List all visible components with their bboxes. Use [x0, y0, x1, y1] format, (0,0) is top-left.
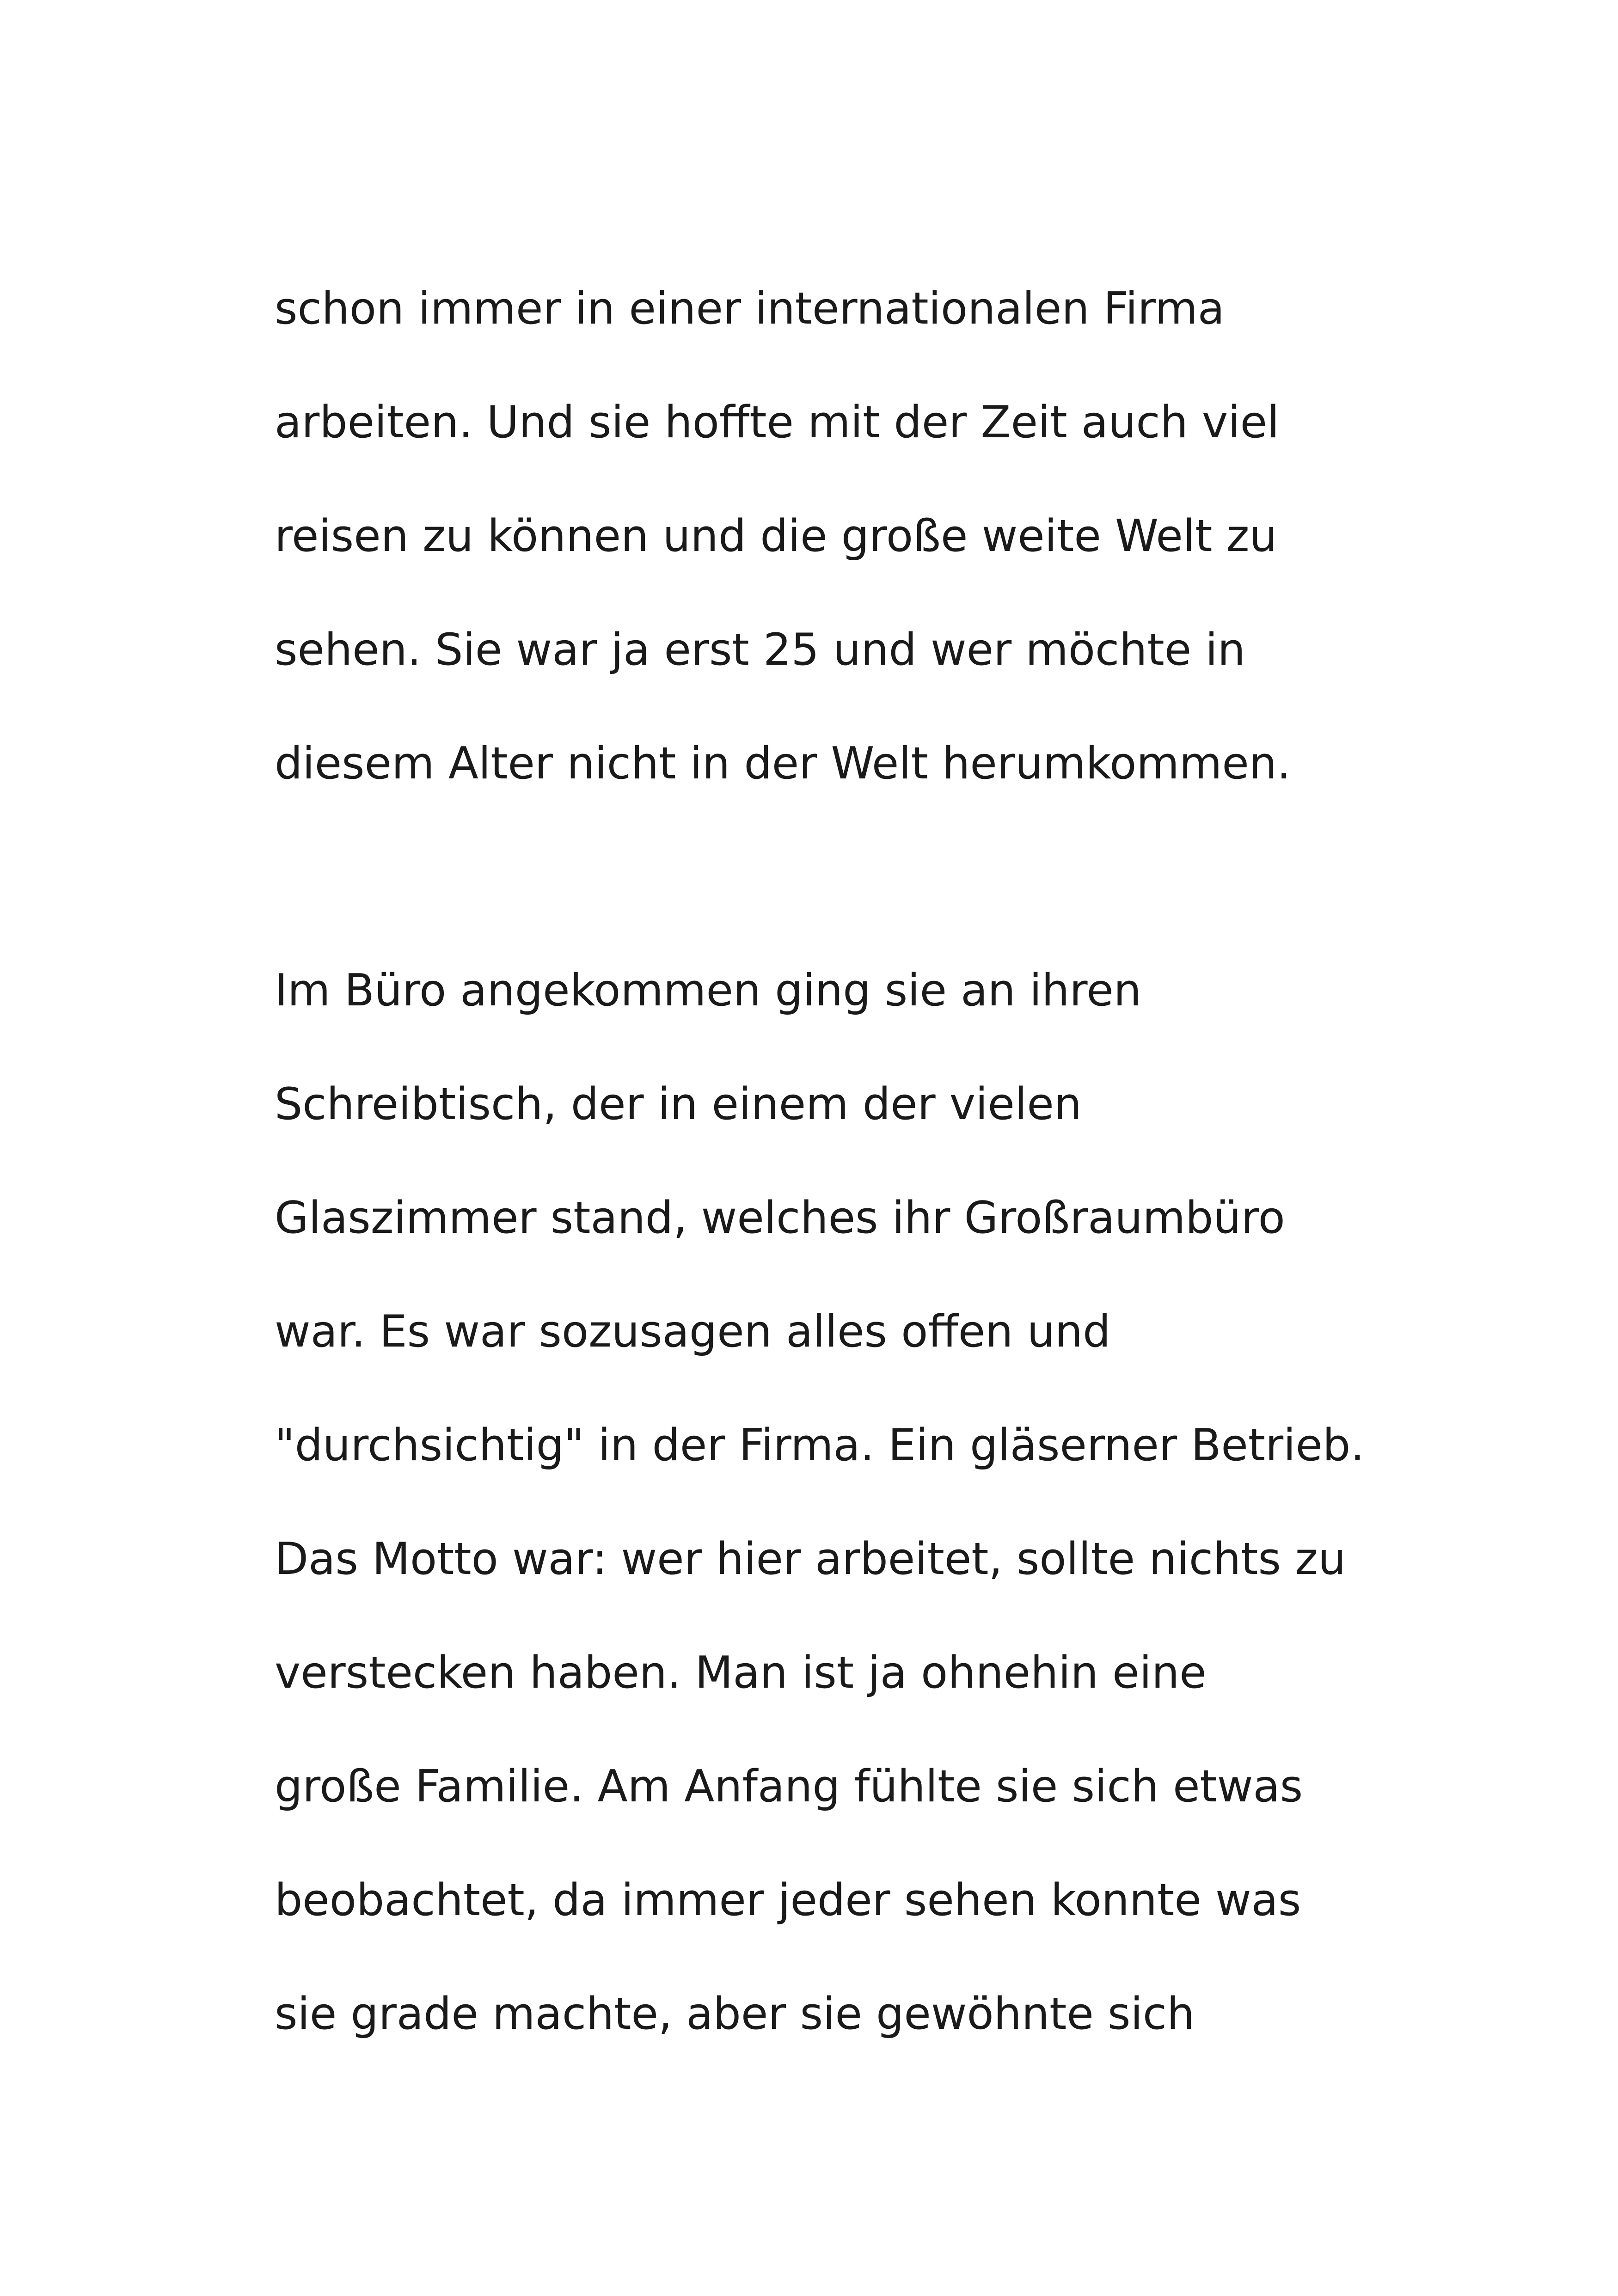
text-line: große Familie. Am Anfang fühlte sie sich etwas — [275, 1761, 1303, 1812]
text-line: "durchsichtig" in der Firma. Ein gläserner Betrieb. — [275, 1420, 1365, 1471]
text-line: war. Es war sozusagen alles offen und — [275, 1306, 1111, 1357]
text-line: Schreibtisch, der in einem der vielen — [275, 1079, 1082, 1130]
text-line: verstecken haben. Man ist ja ohnehin eine — [275, 1647, 1207, 1698]
paragraph-2 — [275, 934, 1384, 2071]
text-line: Im Büro angekommen ging sie an ihren — [275, 965, 1142, 1016]
text-line: sehen. Sie war ja erst 25 und wer möchte in — [275, 625, 1245, 675]
text-line: schon immer in einer internationalen Firma — [275, 283, 1225, 334]
text-line: beobachtet, da immer jeder sehen konnte was — [275, 1875, 1301, 1926]
text-line: Glaszimmer stand, welches ihr Großraumbüro — [275, 1193, 1285, 1243]
text-line: reisen zu können und die große weite Welt zu — [275, 511, 1277, 562]
text-line: diesem Alter nicht in der Welt herumkommen. — [275, 738, 1291, 789]
text-line: Das Motto war: wer hier arbeitet, sollte nichts zu — [275, 1534, 1346, 1585]
text-line: sie grade machte, aber sie gewöhnte sich — [275, 1989, 1195, 2039]
text-line: arbeiten. Und sie hoffte mit der Zeit auch viel — [275, 397, 1280, 448]
paragraph-1 — [275, 252, 1384, 820]
